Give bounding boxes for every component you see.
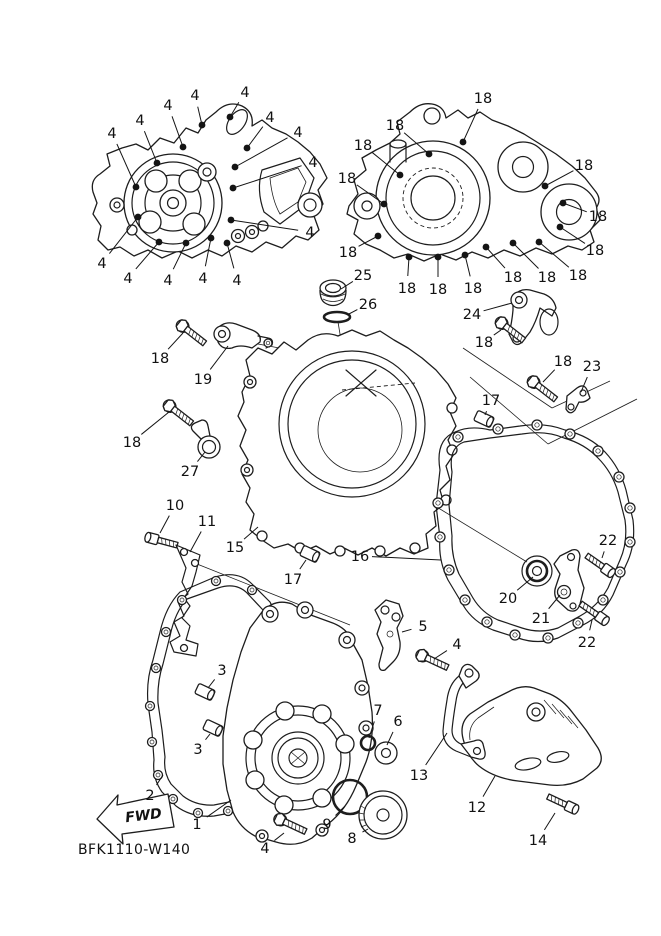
- callout-label: 18: [568, 268, 588, 284]
- callout-label: 3: [217, 663, 227, 679]
- callout-18: [398, 254, 416, 297]
- leader-line: [168, 333, 183, 349]
- callout-18: [429, 254, 447, 298]
- fwd-arrow: [97, 794, 174, 844]
- callout-5: [402, 619, 428, 635]
- bolt-point-dot: [228, 217, 235, 224]
- callout-label: 18: [397, 281, 417, 297]
- leader-line: [210, 346, 228, 369]
- bolt-point-dot: [154, 160, 161, 167]
- callout-label: 4: [260, 841, 270, 857]
- callout-label: 4: [232, 273, 242, 289]
- callout-label: 4: [240, 85, 250, 101]
- bolt-point-dot: [156, 239, 163, 246]
- bolt-point-dot: [381, 201, 388, 208]
- bolt-point-dot: [244, 145, 251, 152]
- callout-label: 18: [463, 281, 483, 297]
- leader-line: [402, 629, 411, 632]
- bolt-point-dot: [227, 114, 234, 121]
- callout-label: 10: [165, 498, 185, 514]
- bolt-point-dot: [224, 240, 231, 247]
- bolt-18-bracket23: [525, 373, 560, 404]
- callout-label: 18: [122, 435, 142, 451]
- callout-21: [532, 595, 560, 627]
- callout-label: 18: [537, 270, 557, 286]
- callout-label: 14: [528, 833, 548, 849]
- callout-27: [181, 452, 205, 480]
- callout-label: 4: [163, 273, 173, 289]
- leader-line: [190, 532, 201, 552]
- callout-label: 20: [498, 591, 518, 607]
- callout-label: 4: [265, 110, 275, 126]
- callout-label: 24: [462, 307, 482, 323]
- bolt-point-dot: [483, 244, 490, 251]
- sprocket-cover-drawing: [462, 687, 601, 786]
- callout-label: 4: [123, 271, 133, 287]
- bolt-18-sensor: [161, 397, 196, 428]
- bolt-point-dot: [135, 214, 142, 221]
- callout-17: [482, 393, 500, 415]
- leader-line: [205, 734, 210, 740]
- bracket-5-drawing: [375, 600, 403, 670]
- bracket-19-drawing: [214, 323, 273, 349]
- callout-label: 18: [503, 270, 523, 286]
- callout-label: 7: [373, 703, 383, 719]
- callout-label: 19: [193, 372, 213, 388]
- callout-6: [387, 714, 403, 745]
- leader-line: [347, 310, 357, 315]
- leader-line: [426, 733, 447, 765]
- callout-label: 18: [574, 158, 594, 174]
- leader-line: [483, 776, 495, 797]
- bracket-21-drawing: [554, 550, 584, 612]
- bolt-point-dot: [406, 254, 413, 261]
- bolt-point-dot: [397, 172, 404, 179]
- bolt-18-bracket19: [174, 317, 209, 348]
- sensor-27-drawing: [191, 420, 220, 458]
- callout-label: 18: [338, 245, 358, 261]
- callout-18: [151, 333, 183, 367]
- callout-label: 8: [347, 831, 357, 847]
- callout-label: 5: [418, 619, 428, 635]
- callout-15: [226, 527, 258, 556]
- callout-label: 18: [553, 354, 573, 370]
- callout-label: 18: [588, 209, 608, 225]
- bolt-point-dot: [230, 185, 237, 192]
- callout-label: 9: [322, 817, 332, 833]
- oil-plug-8-drawing: [359, 791, 407, 839]
- callout-label: 4: [97, 256, 107, 272]
- callout-label: 4: [198, 271, 208, 287]
- bolt-22-upper: [584, 551, 617, 578]
- callout-22: [599, 533, 617, 558]
- callout-label: 27: [180, 464, 200, 480]
- callout-3: [193, 734, 210, 758]
- callout-11: [190, 514, 216, 552]
- callout-26: [347, 297, 377, 315]
- bolt-4-center: [414, 647, 451, 673]
- leader-line: [517, 577, 533, 590]
- diagram-code: BFK1110-W140: [78, 842, 191, 858]
- callout-label: 4: [293, 125, 303, 141]
- leader-line: [434, 651, 447, 659]
- dowel-pin-17-lower: [474, 410, 495, 428]
- dowel-pin-3-upper: [195, 683, 216, 701]
- bolt-point-dot: [542, 183, 549, 190]
- bolt-10: [144, 532, 179, 550]
- callout-3: [208, 663, 227, 688]
- callout-label: 11: [197, 514, 217, 530]
- bolt-point-dot: [460, 139, 467, 146]
- leader-line: [602, 551, 604, 558]
- callout-label: 13: [409, 768, 429, 784]
- bolt-point-dot: [510, 240, 517, 247]
- fwd-label: FWD: [124, 805, 163, 827]
- bolt-point-dot: [557, 224, 564, 231]
- callout-label: 21: [531, 611, 551, 627]
- washer-bolt-6-drawing: [375, 742, 397, 764]
- callout-19: [194, 346, 228, 388]
- callout-14: [529, 813, 555, 849]
- callout-18: [543, 354, 572, 382]
- callout-label: 17: [481, 393, 501, 409]
- callout-25: [341, 268, 372, 289]
- callout-20: [499, 577, 533, 607]
- callout-label: 18: [428, 282, 448, 298]
- callout-label: 3: [193, 742, 203, 758]
- leader-line: [494, 330, 501, 335]
- callout-label: 17: [283, 572, 303, 588]
- leader-line: [141, 412, 169, 434]
- bolt-point-dot: [462, 252, 469, 259]
- callout-13: [410, 733, 447, 784]
- callout-label: 4: [305, 225, 315, 241]
- leader-line: [543, 370, 555, 382]
- callout-label: 26: [358, 297, 378, 313]
- callout-label: 12: [467, 800, 487, 816]
- callout-label: 1: [192, 817, 202, 833]
- callout-label: 22: [598, 533, 618, 549]
- bolt-point-dot: [199, 122, 206, 129]
- stator-cover-drawing: [223, 602, 373, 844]
- leader-line: [160, 516, 169, 533]
- callout-label: 18: [474, 335, 494, 351]
- callout-18: [475, 330, 501, 351]
- leader-line: [208, 679, 215, 688]
- bolt-point-dot: [232, 164, 239, 171]
- gasket-bolt-holes: [433, 420, 635, 643]
- callout-label: 18: [337, 171, 357, 187]
- bolt-point-dot: [426, 151, 433, 158]
- callout-label: 4: [308, 155, 318, 171]
- callout-18: [462, 252, 483, 297]
- callout-label: 18: [585, 243, 605, 259]
- dowel-pin-3-lower: [203, 719, 224, 737]
- bracket-23-drawing: [566, 386, 590, 413]
- clutch-cover-gasket-drawing: [433, 420, 635, 643]
- bolt-14: [546, 792, 580, 815]
- bolt-point-dot: [560, 200, 567, 207]
- bolt-point-dot: [375, 233, 382, 240]
- callout-label: 18: [353, 138, 373, 154]
- callout-12: [468, 776, 495, 816]
- callout-4: [190, 88, 205, 128]
- leader-line: [544, 813, 555, 830]
- callout-label: 25: [353, 268, 373, 284]
- callout-label: 4: [107, 126, 117, 142]
- callout-label: 4: [163, 98, 173, 114]
- leader-line: [484, 303, 512, 311]
- callout-16: [351, 549, 441, 565]
- bolt-point-dot: [435, 254, 442, 261]
- bolt-point-dot: [183, 240, 190, 247]
- leader-line: [300, 560, 306, 569]
- o-ring-26-drawing: [324, 312, 350, 322]
- oil-seal-drawing: [522, 556, 552, 586]
- callout-17: [284, 560, 306, 588]
- callout-label: 18: [150, 351, 170, 367]
- callout-label: 15: [225, 540, 245, 556]
- callout-label: 23: [582, 359, 602, 375]
- callout-label: 2: [145, 788, 155, 804]
- callout-label: 22: [577, 635, 597, 651]
- oil-filler-plug-drawing: [320, 280, 346, 306]
- callout-label: 4: [135, 113, 145, 129]
- bolt-point-dot: [208, 235, 215, 242]
- crankcase-center-drawing: [238, 330, 457, 556]
- callout-18: [123, 412, 169, 451]
- callout-label: 18: [473, 91, 493, 107]
- bolt-point-dot: [133, 184, 140, 191]
- callout-label: 4: [452, 637, 462, 653]
- dowel-pin-17-upper: [300, 545, 321, 563]
- leader-line: [372, 557, 441, 560]
- callout-label: 4: [190, 88, 200, 104]
- callout-label: 6: [393, 714, 403, 730]
- bolt-point-dot: [536, 239, 543, 246]
- callout-label: 16: [350, 549, 370, 565]
- callout-10: [160, 498, 184, 533]
- callout-label: 18: [385, 118, 405, 134]
- bolt-point-dot: [180, 144, 187, 151]
- callout-4: [434, 637, 462, 659]
